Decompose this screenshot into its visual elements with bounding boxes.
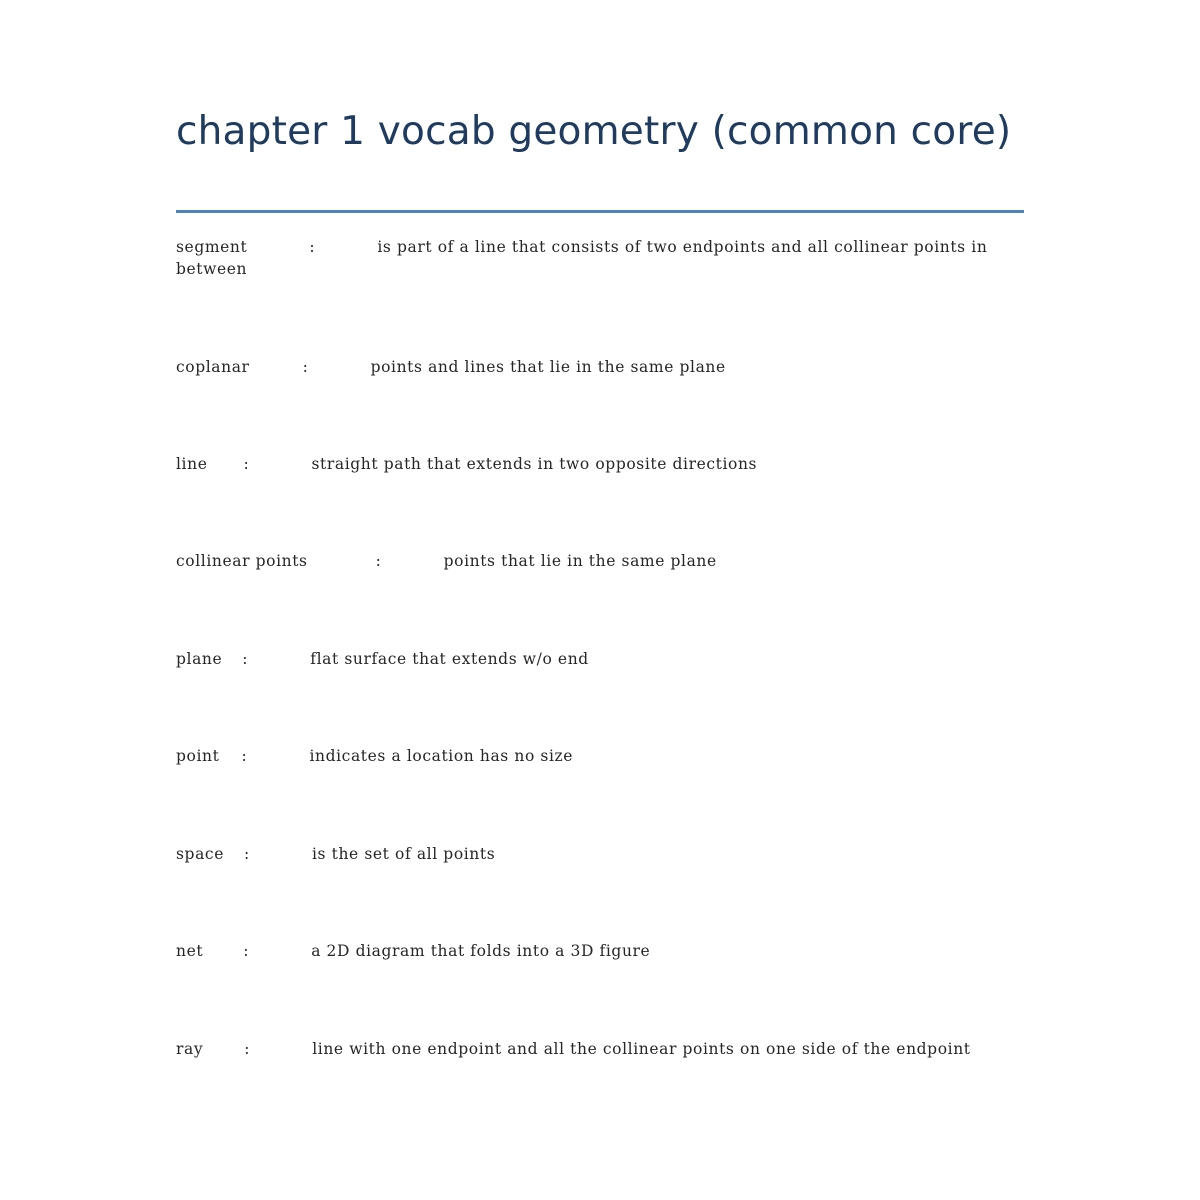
vocab-term: collinear points xyxy=(176,552,308,570)
term-separator: : xyxy=(242,650,249,668)
vocab-definition: flat surface that extends w/o end xyxy=(310,650,589,668)
vocab-term: net xyxy=(176,942,204,960)
term-separator: : xyxy=(244,1040,251,1058)
vocab-term: line xyxy=(176,455,208,473)
vocab-entry-line xyxy=(176,453,1024,475)
vocab-term: space xyxy=(176,845,224,863)
vocab-definition: points and lines that lie in the same plane xyxy=(370,358,726,376)
term-separator: : xyxy=(243,845,250,863)
vocab-entry-space xyxy=(176,843,1024,865)
vocab-definition: a 2D diagram that folds into a 3D figure xyxy=(311,942,651,960)
term-separator: : xyxy=(241,747,248,765)
term-separator: : xyxy=(243,455,250,473)
page-title: chapter 1 vocab geometry (common core) xyxy=(176,109,1012,154)
vocab-definition: is part of a line that consists of two endpoints and all collinear points in between xyxy=(176,238,988,278)
term-separator: : xyxy=(375,552,382,570)
vocab-term: ray xyxy=(176,1040,204,1058)
vocab-entry-collinear-points xyxy=(176,550,1024,572)
term-separator: : xyxy=(309,238,316,256)
vocab-term: plane xyxy=(176,650,223,668)
vocab-definition: line with one endpoint and all the collinear points on one side of the endpoint xyxy=(312,1040,971,1058)
vocab-definition: indicates a location has no size xyxy=(309,747,574,765)
term-separator: : xyxy=(243,942,250,960)
vocab-entry-point xyxy=(176,745,1024,767)
vocab-entry-net xyxy=(176,940,1024,962)
vocab-definition: is the set of all points xyxy=(311,845,496,863)
title-underline xyxy=(176,210,1024,213)
term-separator: : xyxy=(302,358,309,376)
vocab-term: coplanar xyxy=(176,358,250,376)
vocab-entry-segment xyxy=(176,236,1024,280)
vocab-entry-plane xyxy=(176,648,1024,670)
vocab-entry-ray xyxy=(176,1038,1024,1060)
vocab-entry-coplanar xyxy=(176,356,1024,378)
vocab-definition: points that lie in the same plane xyxy=(443,552,717,570)
vocab-term: segment xyxy=(176,238,248,256)
vocab-term: point xyxy=(176,747,220,765)
vocab-definition: straight path that extends in two opposite directions xyxy=(311,455,758,473)
